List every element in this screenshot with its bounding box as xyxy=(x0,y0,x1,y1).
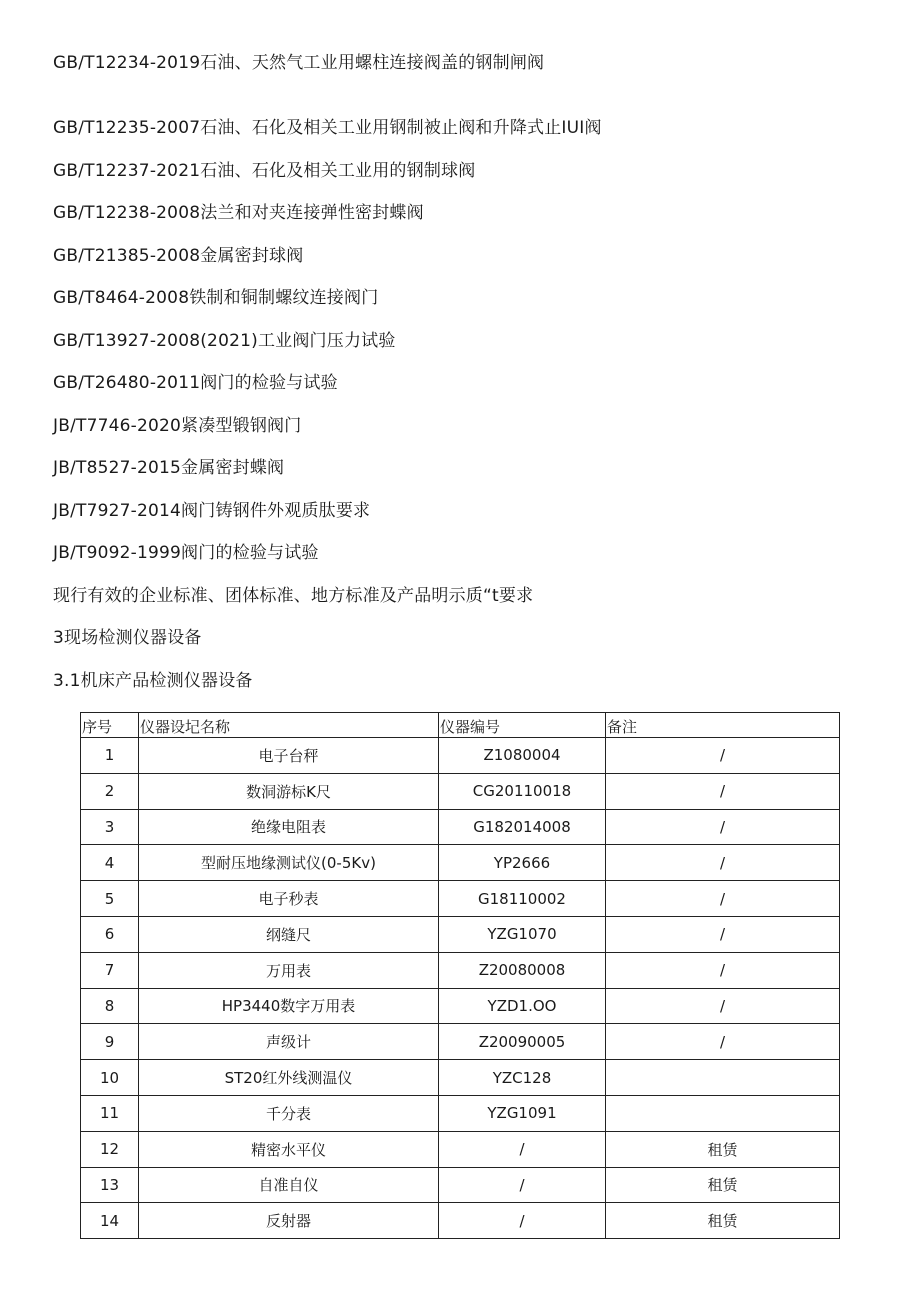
table-row xyxy=(81,1167,840,1203)
standard-line: GB/T12235-2007石油、石化及相关工业用钢制被止阀和升降式止IUI阀 xyxy=(53,118,602,138)
cell-index: 7 xyxy=(81,952,139,988)
cell-code: G18110002 xyxy=(439,881,606,917)
standard-line: JB/T8527-2015金属密封蝶阀 xyxy=(53,458,285,478)
cell-name: 千分表 xyxy=(139,1095,439,1131)
standard-line: GB/T13927-2008(2021)工业阀门压力试验 xyxy=(53,331,396,351)
table-row xyxy=(81,738,840,774)
standard-line: GB/T12234-2019石油、天然气工业用螺柱连接阀盖的钢制闸阀 xyxy=(53,53,545,73)
cell-name: 精密水平仪 xyxy=(139,1131,439,1167)
instrument-table xyxy=(80,712,840,1239)
cell-index: 1 xyxy=(81,738,139,774)
cell-code: Z1080004 xyxy=(439,738,606,774)
standard-requirements-line: 现行有效的企业标准、团体标准、地方标准及产品明示质“t要求 xyxy=(53,586,534,606)
table-row xyxy=(81,1131,840,1167)
cell-remark: / xyxy=(606,1024,840,1060)
table-header-row xyxy=(81,713,840,738)
standard-line: GB/T12237-2021石油、石化及相关工业用的钢制球阀 xyxy=(53,161,476,181)
standard-line: JB/T7927-2014阀门铸钢件外观质肽要求 xyxy=(53,501,371,521)
cell-code: YZD1.OO xyxy=(439,988,606,1024)
standard-line: JB/T7746-2020紧凑型锻钢阀门 xyxy=(53,416,302,436)
table-row xyxy=(81,1060,840,1096)
cell-code: Z20090005 xyxy=(439,1024,606,1060)
cell-index: 6 xyxy=(81,916,139,952)
cell-remark: / xyxy=(606,952,840,988)
cell-code: CG20110018 xyxy=(439,773,606,809)
cell-code: G182014008 xyxy=(439,809,606,845)
cell-name: 绝缘电阻表 xyxy=(139,809,439,845)
table-row xyxy=(81,881,840,917)
table-row xyxy=(81,916,840,952)
cell-index: 10 xyxy=(81,1060,139,1096)
cell-remark: / xyxy=(606,988,840,1024)
standard-line: GB/T21385-2008金属密封球阀 xyxy=(53,246,304,266)
cell-index: 12 xyxy=(81,1131,139,1167)
cell-remark: 租赁 xyxy=(606,1131,840,1167)
cell-remark xyxy=(606,1060,840,1096)
cell-code: / xyxy=(439,1167,606,1203)
cell-remark: / xyxy=(606,773,840,809)
cell-index: 9 xyxy=(81,1024,139,1060)
table-row xyxy=(81,952,840,988)
cell-index: 4 xyxy=(81,845,139,881)
cell-name: 自准自仪 xyxy=(139,1167,439,1203)
cell-code: / xyxy=(439,1203,606,1239)
cell-code: YP2666 xyxy=(439,845,606,881)
cell-code: YZG1070 xyxy=(439,916,606,952)
cell-remark: / xyxy=(606,845,840,881)
cell-name: 电子台秤 xyxy=(139,738,439,774)
cell-name: 型耐压地缘测试仪(0-5Kv) xyxy=(139,845,439,881)
cell-name: 反射器 xyxy=(139,1203,439,1239)
cell-remark: / xyxy=(606,809,840,845)
cell-name: 纲缝尺 xyxy=(139,916,439,952)
cell-code: Z20080008 xyxy=(439,952,606,988)
cell-index: 5 xyxy=(81,881,139,917)
standard-line: GB/T26480-2011阀门的检验与试验 xyxy=(53,373,338,393)
table-row xyxy=(81,773,840,809)
cell-index: 13 xyxy=(81,1167,139,1203)
cell-name: 声级计 xyxy=(139,1024,439,1060)
cell-remark: / xyxy=(606,916,840,952)
section-heading: 3现场检测仪器设备 xyxy=(53,628,202,648)
header-index: 序号 xyxy=(81,713,139,738)
cell-name: 电子秒表 xyxy=(139,881,439,917)
cell-code: YZG1091 xyxy=(439,1095,606,1131)
cell-index: 14 xyxy=(81,1203,139,1239)
cell-name: ST20红外线测温仪 xyxy=(139,1060,439,1096)
table-row xyxy=(81,1095,840,1131)
cell-index: 8 xyxy=(81,988,139,1024)
table-row xyxy=(81,988,840,1024)
cell-remark: / xyxy=(606,738,840,774)
table-row xyxy=(81,845,840,881)
standard-line: GB/T8464-2008铁制和铜制螺纹连接阀门 xyxy=(53,288,379,308)
header-remarks: 备注 xyxy=(606,713,840,738)
cell-remark: / xyxy=(606,881,840,917)
cell-remark: 租赁 xyxy=(606,1167,840,1203)
standard-line: JB/T9092-1999阀门的检验与试验 xyxy=(53,543,319,563)
table-row xyxy=(81,1024,840,1060)
cell-index: 2 xyxy=(81,773,139,809)
cell-name: HP3440数字万用表 xyxy=(139,988,439,1024)
cell-remark xyxy=(606,1095,840,1131)
cell-code: / xyxy=(439,1131,606,1167)
header-instrument-code: 仪器编号 xyxy=(439,713,606,738)
table-row xyxy=(81,809,840,845)
cell-name: 万用表 xyxy=(139,952,439,988)
cell-remark: 租赁 xyxy=(606,1203,840,1239)
cell-code: YZC128 xyxy=(439,1060,606,1096)
header-instrument-name: 仪器设圮名称 xyxy=(139,713,439,738)
subsection-heading: 3.1机床产品检测仪器设备 xyxy=(53,671,253,691)
cell-index: 11 xyxy=(81,1095,139,1131)
standard-line: GB/T12238-2008法兰和对夹连接弹性密封蝶阀 xyxy=(53,203,424,223)
table-row xyxy=(81,1203,840,1239)
cell-index: 3 xyxy=(81,809,139,845)
cell-name: 数洞游标K尺 xyxy=(139,773,439,809)
